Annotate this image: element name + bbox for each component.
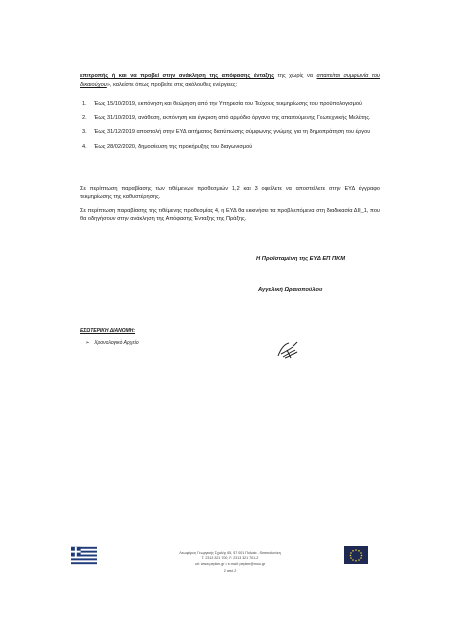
footer-phone: Τ. 2313 321 700, F. 2313 321 701-2 (201, 556, 259, 561)
greek-flag-icon (71, 546, 97, 565)
footer-address: Λεωφόρος Γεωργικής Σχολής 65, 57 001 Πυλαία - Θεσσαλονίκη (179, 551, 281, 555)
step-number: 2. (82, 115, 87, 122)
step-text: Έως 28/02/2020, δημοσίευση της προκήρυξης του διαγωνισμού (94, 143, 253, 150)
revocation-paragraph: Σε περίπτωση παραβίασης της τιθέμενης προθεσμίας 4, η ΕΥΔ θα εκκινήσει τα προβλεπόμενα στη διαδικασία ΔΙΙ_1, που θα οδηγήσουν στην ανάκληση της Απόφασης Ένταξης της Πράξης. (80, 208, 380, 223)
list-item (80, 128, 380, 136)
action-steps-list (80, 100, 380, 157)
distribution-item (85, 340, 139, 346)
step-number: 3. (82, 129, 87, 136)
step-text: Έως 31/12/2019 αποστολή στην ΕΥΔ αιτήματος διατύπωσης σύμφωνης γνώμης για τη δημοπράτηση του έργου (94, 129, 371, 136)
initials-signature-scribble (275, 338, 301, 362)
intro-text-2: », καλείστε όπως προβείτε στις ακόλουθες ενέργειες: (106, 82, 238, 88)
intro-text-1: της χωρίς να (274, 73, 317, 79)
distribution-title: ΕΣΩΤΕΡΙΚΗ ΔΙΑΝΟΜΗ: (80, 328, 136, 334)
intro-underline-text: απαιτείται συμφωνία του δικαιούχου (80, 73, 381, 88)
arrow-bullet-icon: ➢ (85, 340, 90, 346)
step-text: Έως 31/10/2019, ανάθεση, εκπόνηση και έγκριση από αρμόδιο όργανο της απαιτούμενης Γεωτεχνικής Μελέτης. (94, 115, 371, 122)
signatory-name: Αγγελική Ωραιοπούλου (258, 287, 323, 293)
step-number: 4. (82, 143, 87, 150)
intro-paragraph (80, 72, 380, 90)
deadline-warning-paragraph: Σε περίπτωση παραβίασης των τιθέμενων προθεσμιών 1,2 και 3 οφείλετε να αποστείλετε στην ΕΥΔ έγγραφο τεκμηρίωσης της καθυστέρησης. (80, 186, 380, 201)
page-number: 2 από 2 (223, 569, 237, 573)
distribution-item-label: Χρονολογικό Αρχείο (94, 340, 139, 346)
intro-emphasis: επιτροπής ή και να προβεί στην ανάκληση της απόφασης ένταξης (80, 73, 275, 79)
step-text: Έως 15/10/2019, εκπόνηση και θεώρηση από την Υπηρεσία του Τεύχους τεκμηρίωσης του προϋπολογισμού (94, 101, 363, 107)
list-item (80, 143, 380, 151)
step-number: 1. (82, 101, 87, 107)
list-item (80, 100, 380, 108)
footer-web: url: www.pepkm.gr • e-mail: pepkm@mou.gr (194, 561, 266, 566)
footer-contact (150, 551, 310, 567)
signatory-title: Η Προϊσταμένη της ΕΥΔ ΕΠ ΠΚΜ (256, 256, 346, 262)
list-item (80, 114, 380, 122)
eu-flag-icon (344, 546, 368, 564)
